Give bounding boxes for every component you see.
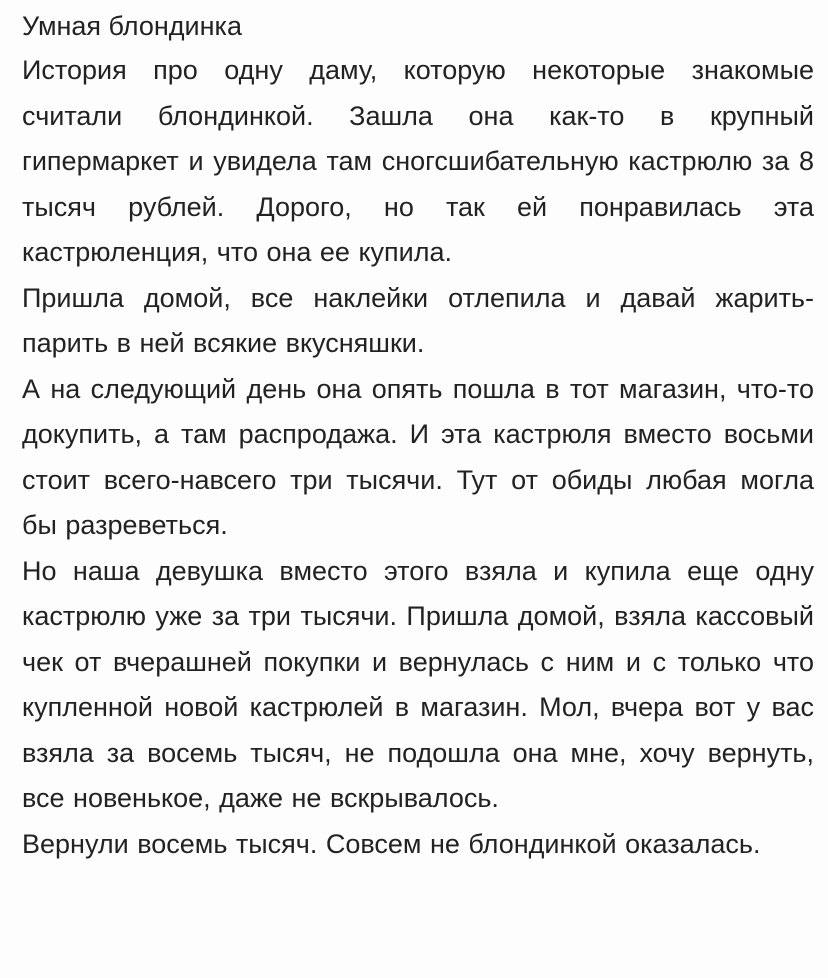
- paragraph-4: Но наша девушка вместо этого взяла и купила еще одну кастрюлю уже за три тысячи. Пришла домой, взяла кассовый чек от вчерашней покупки и вернулась с ним и с только что купленной новой кастрюлей в магазин. Мол, вчера вот у вас взяла за восемь тысяч, не подошла она мне, хочу вернуть, все новенькое, даже не вскрывалось.: [22, 555, 814, 813]
- paragraph-2: Пришла домой, все наклейки отлепила и давай жарить-парить в ней всякие вкусняшки.: [22, 282, 814, 358]
- paragraph-5: Вернули восемь тысяч. Совсем не блондинкой оказалась.: [22, 828, 761, 859]
- paragraph-3: А на следующий день она опять пошла в тот магазин, что-то докупить, а там распродажа. И эта кастрюля вместо восьми стоит всего-навсего три тысячи. Тут от обиды любая могла бы разреветься.: [22, 373, 814, 540]
- document-title: Умная блондинка: [22, 11, 242, 41]
- paragraph-1: История про одну даму, которую некоторые знакомые считали блондинкой. Зашла она как-то в крупный гипермаркет и увидела там сногсшибательную кастрюлю за 8 тысяч рублей. Дорого, но так ей понравилась эта кастрюленция, что она ее купила.: [22, 55, 814, 267]
